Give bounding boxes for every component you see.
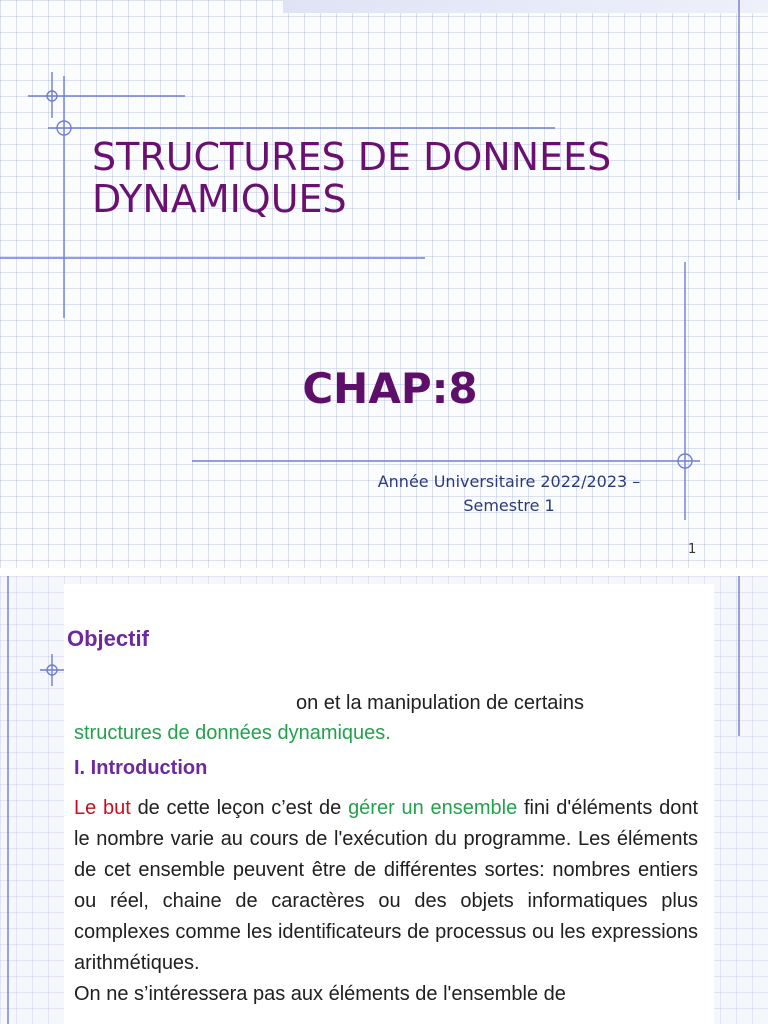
page-number: 1 xyxy=(688,542,697,557)
slide-2 xyxy=(0,576,768,1024)
intro-truncated-line: On ne s’intéressera pas aux éléments de l'ensemble de xyxy=(74,983,566,1005)
intro-text-rest: fini d'éléments dont le nombre varie au cours de l'exécution du programme. Les éléments de cet ensemble peuvent être de différentes sortes: nombres entiers ou réel, chaine de caractères ou des objets informatiques plus complexes comme les identificateurs de processus ou les expressions arithmétiques. xyxy=(74,797,699,974)
intro-text-1: de cette leçon c’est de xyxy=(137,797,342,819)
document-page xyxy=(64,584,714,1024)
presentation-title: STRUCTURES DE DONNEES DYNAMIQUES xyxy=(92,135,612,221)
section-introduction-title: I. Introduction xyxy=(74,757,208,779)
chapter-label: CHAP:8 xyxy=(302,364,478,413)
objective-paragraph xyxy=(74,688,704,748)
objective-line-end: structures de données dynamiques. xyxy=(74,722,391,744)
emphasis-gerer-ensemble: gérer un ensemble xyxy=(348,797,518,819)
emphasis-but: but xyxy=(103,797,131,819)
objective-line-partial: on et la manipulation de certains xyxy=(296,692,584,714)
emphasis-le: Le xyxy=(74,797,97,819)
objective-heading: Objectif xyxy=(67,626,149,651)
page-separator xyxy=(0,568,768,576)
academic-year-subtitle xyxy=(344,470,674,518)
subtitle-line-2: Semestre 1 xyxy=(463,496,555,515)
subtitle-line-1: Année Universitaire 2022/2023 – xyxy=(377,472,641,491)
introduction-paragraph xyxy=(74,793,698,1010)
